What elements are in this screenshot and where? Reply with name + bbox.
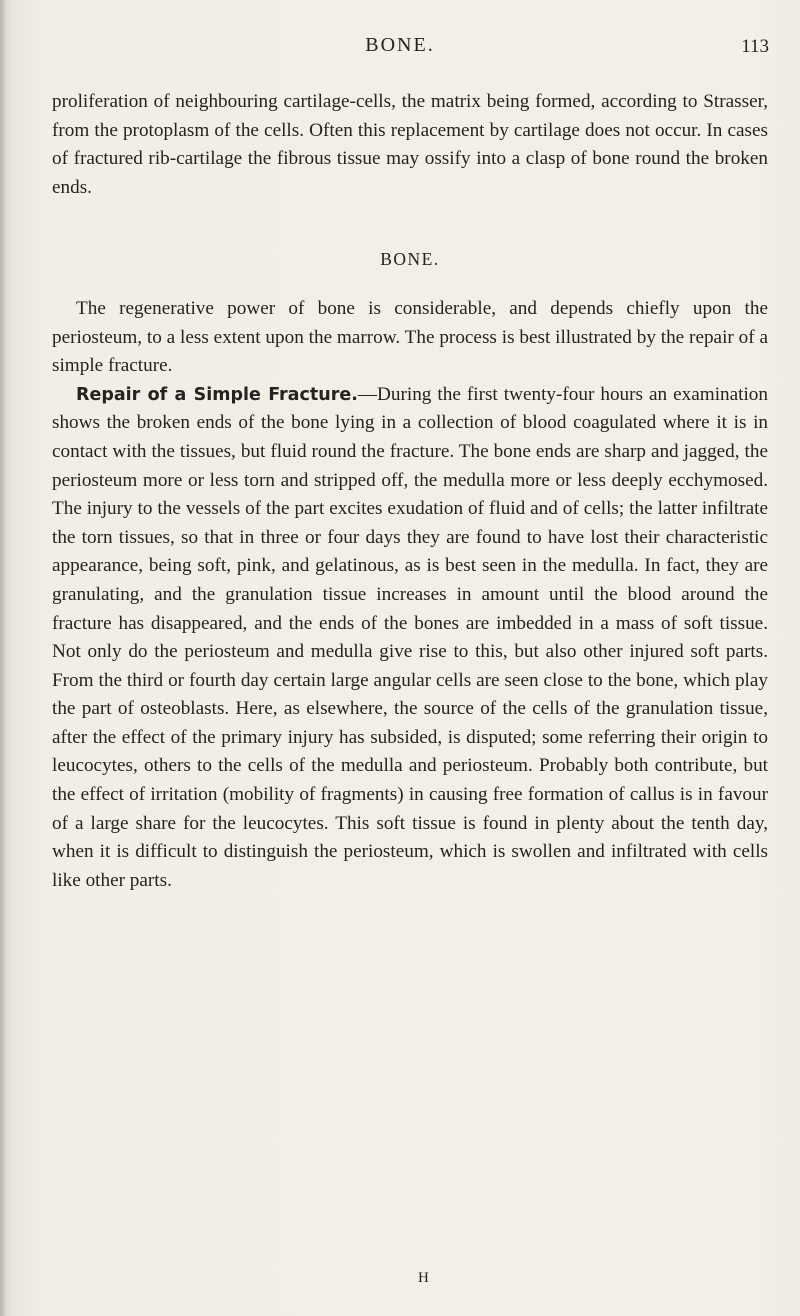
subsection-paragraph	[52, 381, 768, 896]
running-head: BONE.	[365, 34, 435, 56]
page-binding-edge	[0, 0, 6, 1316]
continued-paragraph: proliferation of neighbouring cartilage-cells, the matrix being formed, according to Strasser, from the protoplasm of the cells. Often this replacement by cartilage does not occur. In cases of fractured rib-cartilage the fibrous tissue may ossify into a clasp of bone round the broken ends.	[52, 91, 768, 198]
intro-paragraph: The regenerative power of bone is considerable, and depends chiefly upon the periosteum, to a less extent upon the marrow. The process is best illustrated by the repair of a simple fracture.	[52, 297, 768, 377]
subsection-text: —During the first twenty-four hours an examination shows the broken ends of the bone lying in a collection of blood coagulated where it is in contact with the tissues, but fluid round the fracture. The bone ends are sharp and jagged, the periosteum more or less torn and stripped off, the medulla more or less deeply ecchymosed. The injury to the vessels of the part excites exudation of fluid and of cells; the latter infiltrate the torn tissues, so that in three or four days they are found to have lost their characteristic appearance, being soft, pink, and gelatinous, as is best seen in the medulla. In fact, they are granulating, and the granulation tissue increases in amount until the blood around the fracture has disappeared, and the ends of the bones are imbedded in a mass of soft tissue. Not only do the periosteum and medulla give rise to this, but also other injured soft parts. From the third or fourth day certain large angular cells are seen close to the bone, which play the part of osteoblasts. Here, as elsewhere, the source of the cells of the granulation tissue, after the effect of the primary injury has subsided, is disputed; some referring their origin to leucocytes, others to the cells of the medulla and periosteum. Probably both contribute, but the effect of irritation (mobility of fragments) in causing free formation of callus is in favour of a large share for the leucocytes. This soft tissue is found in plenty about the tenth day, when it is difficult to distinguish the periosteum, which is swollen and infiltrated with cells like other parts.	[52, 383, 768, 891]
subsection-heading: Repair of a Simple Fracture.	[76, 384, 358, 405]
page-header	[0, 34, 800, 64]
signature-mark: H	[418, 1270, 430, 1286]
body-text	[52, 88, 768, 895]
section-heading: BONE.	[380, 249, 440, 270]
page-number: 113	[741, 36, 769, 57]
